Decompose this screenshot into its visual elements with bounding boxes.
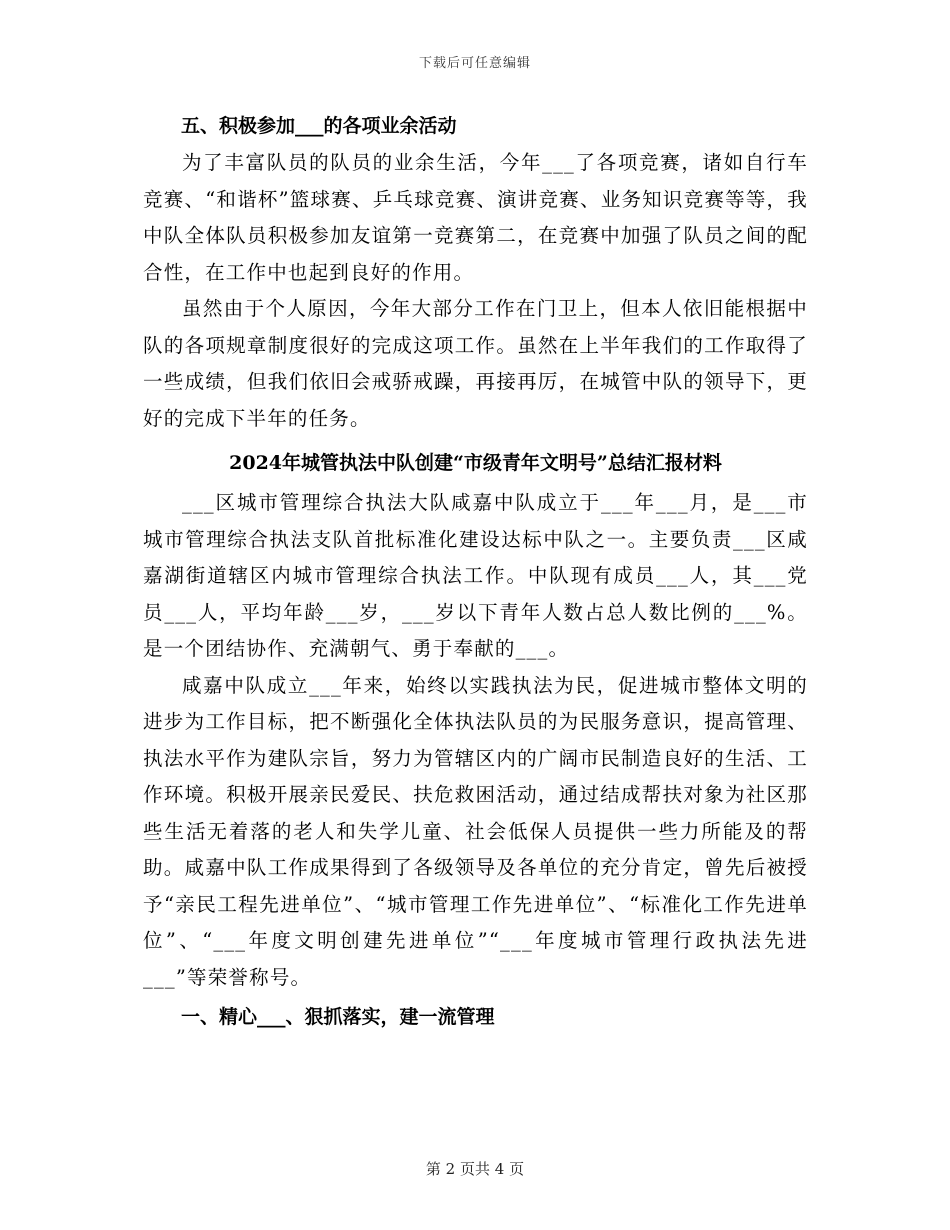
- document-body: [143, 107, 808, 1036]
- report-subheading: 一、精心___、狠抓落实，建一流管理: [181, 1006, 495, 1028]
- section-five-paragraph-2: 虽然由于个人原因，今年大部分工作在门卫上，但本人依旧能根据中队的各项规章制度很好的完成这项工作。虽然在上半年我们的工作取得了一些成绩，但我们依旧会戒骄戒躁，再接再厉，在城管中队的领导下，更好的完成下半年的任务。: [143, 297, 808, 430]
- section-five-heading: 五、积极参加___的各项业余活动: [181, 115, 457, 137]
- section-five-paragraph-1: 为了丰富队员的队员的业余生活，今年___了各项竞赛，诸如自行车竞赛、“和谐杯”篮球赛、乒乓球竞赛、演讲竞赛、业务知识竞赛等等，我中队全体队员积极参加友谊第一竞赛第二，在竞赛中加强了队员之间的配合性，在工作中也起到良好的作用。: [143, 151, 808, 284]
- page-header: 下载后可任意编辑: [418, 56, 531, 71]
- page-number: 第 2 页共 4 页: [425, 1160, 525, 1178]
- report-paragraph-2: 咸嘉中队成立___年来，始终以实践执法为民，促进城市整体文明的进步为工作目标，把不断强化全体执法队员的为民服务意识，提高管理、执法水平作为建队宗旨，努力为管辖区内的广阔市民制造良好的生活、工作环境。积极开展亲民爱民、扶危救困活动，通过结成帮扶对象为社区那些生活无着落的老人和失学儿童、社会低保人员提供一些力所能及的帮助。咸嘉中队工作成果得到了各级领导及各单位的充分肯定，曾先后被授予“亲民工程先进单位”、“城市管理工作先进单位”、“标准化工作先进单位”、“___年度文明创建先进单位”“___年度城市管理行政执法先进___”等荣誉称号。: [143, 673, 808, 989]
- report-paragraph-1: ___区城市管理综合执法大队咸嘉中队成立于___年___月，是___市城市管理综合执法支队首批标准化建设达标中队之一。主要负责___区咸嘉湖街道辖区内城市管理综合执法工作。中队现有成员___人，其___党员___人，平均年龄___岁，___岁以下青年人数占总人数比例的___%。是一个团结协作、充满朝气、勇于奉献的___。: [143, 491, 808, 660]
- report-title: 2024年城管执法中队创建“市级青年文明号”总结汇报材料: [229, 452, 722, 474]
